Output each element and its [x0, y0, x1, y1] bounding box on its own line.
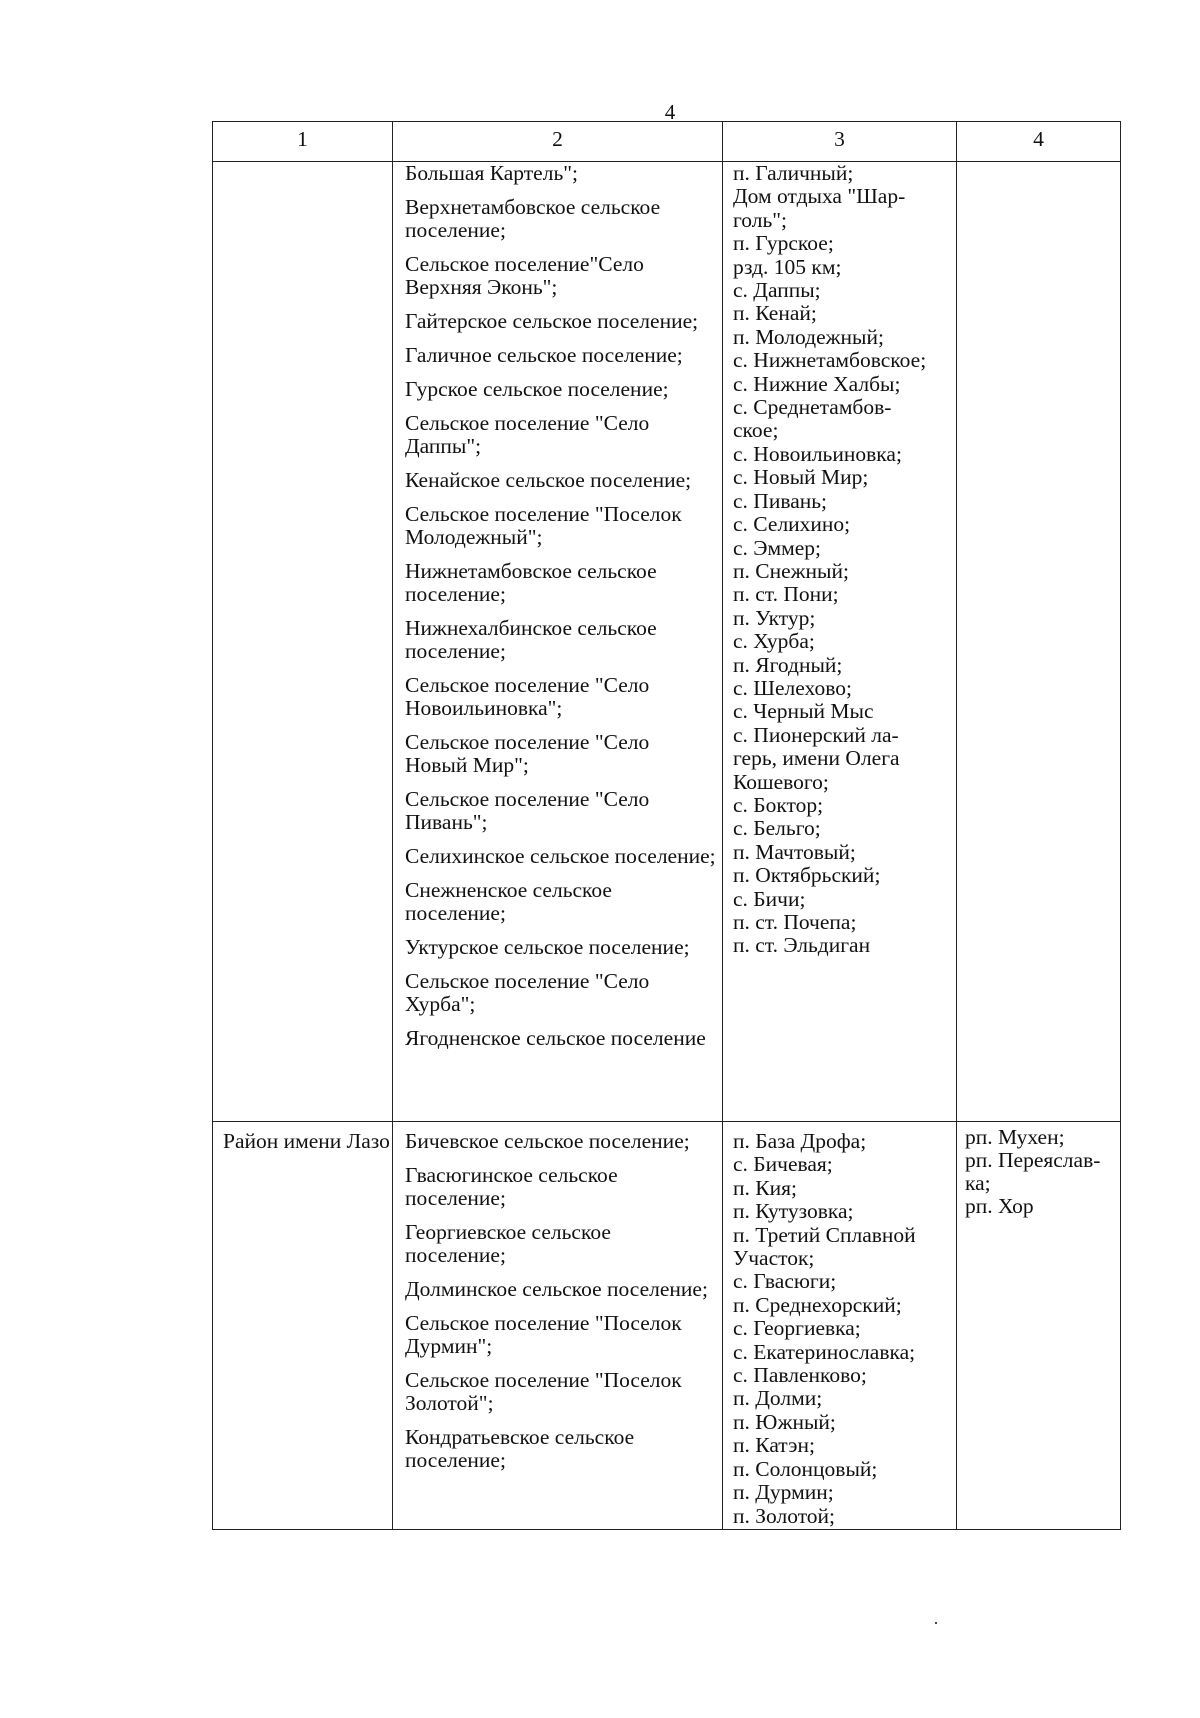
- column-header-1: 1: [213, 122, 393, 162]
- locality-item: п. Золотой;: [733, 1503, 836, 1528]
- settlement-item: Бичевское сельское поселение;: [405, 1129, 690, 1153]
- locality-item: п. Кенай;: [733, 301, 817, 326]
- locality-item: с. Даппы;: [733, 278, 821, 303]
- locality-item: герь, имени Олега: [733, 746, 900, 771]
- town-item: рп. Мухен;: [965, 1125, 1065, 1149]
- settlement-item: Сельское поселение "Село Даппы";: [405, 411, 650, 458]
- locality-item: п. Дурмин;: [733, 1480, 834, 1505]
- locality-item: ское;: [733, 418, 779, 443]
- settlements-cell: [393, 1122, 723, 1530]
- column-header-4: 4: [957, 122, 1121, 162]
- locality-item: с. Пионерский ла-: [733, 722, 899, 747]
- locality-item: с. Бичи;: [733, 886, 806, 911]
- towns-cell: [957, 1122, 1121, 1530]
- district-cell: [213, 162, 393, 1122]
- locality-item: п. Молодежный;: [733, 324, 884, 349]
- locality-item: голь";: [733, 207, 788, 232]
- settlement-item: Верхнетамбовское сельское поселение;: [405, 195, 661, 242]
- locality-list: [723, 1122, 956, 1528]
- settlement-item: Сельское поселение "Поселок Золотой";: [405, 1368, 682, 1415]
- locality-item: с. Бичевая;: [733, 1152, 833, 1177]
- settlement-item: Сельское поселение "Село Новоильиновка";: [405, 673, 650, 720]
- settlement-item: Гвасюгинское сельское поселение;: [405, 1163, 618, 1210]
- settlement-item: Сельское поселение"Село Верхняя Эконь";: [405, 252, 644, 299]
- locality-item: п. Октябрьский;: [733, 863, 881, 888]
- page-number: 4: [664, 100, 676, 124]
- locality-list: [723, 162, 956, 958]
- locality-item: п. ст. Пони;: [733, 582, 839, 607]
- district-cell: [213, 1122, 393, 1530]
- town-item: рп. Переяслав-: [965, 1148, 1101, 1172]
- settlement-item: Долминское сельское поселение;: [405, 1277, 708, 1301]
- locality-item: п. Кия;: [733, 1175, 797, 1200]
- locality-item: с. Шелехово;: [733, 675, 852, 700]
- town-list: [957, 1122, 1120, 1218]
- settlement-item: Кондратьевское сельское поселение;: [405, 1425, 635, 1472]
- locality-item: п. ст. Почепа;: [733, 910, 857, 934]
- settlement-item: Сельское поселение "Село Пивань";: [405, 787, 650, 834]
- column-header-2: 2: [393, 122, 723, 162]
- district-name: Район имени Лазо: [223, 1129, 390, 1153]
- settlement-item: Ягодненское сельское поселение: [405, 1026, 706, 1050]
- locality-item: с. Гвасюги;: [733, 1269, 837, 1294]
- header-row: [213, 122, 1121, 162]
- locality-item: с. Павленково;: [733, 1363, 867, 1388]
- towns-cell: [957, 162, 1121, 1122]
- locality-item: п. Гурское;: [733, 231, 834, 256]
- locality-item: с. Пивань;: [733, 488, 828, 513]
- locality-item: п. Мачтовый;: [733, 839, 856, 864]
- settlement-item: Гайтерское сельское поселение;: [405, 309, 699, 333]
- settlement-item: Нижнетамбовское сельское поселение;: [405, 559, 657, 606]
- locality-item: п. Снежный;: [733, 558, 849, 583]
- settlement-list: [393, 1122, 722, 1472]
- locality-item: рзд. 105 км;: [733, 254, 842, 279]
- locality-item: с. Новый Мир;: [733, 465, 869, 490]
- settlement-item: Большая Картель";: [405, 161, 578, 185]
- locality-item: п. Катэн;: [733, 1433, 815, 1458]
- locality-item: с. Бельго;: [733, 816, 821, 841]
- localities-cell: [723, 162, 957, 1122]
- locality-item: Кошевого;: [733, 769, 829, 794]
- locality-item: с. Эммер;: [733, 535, 821, 560]
- locality-item: п. Кутузовка;: [733, 1199, 854, 1224]
- settlement-item: Галичное сельское поселение;: [405, 343, 683, 367]
- table-row: [213, 1122, 1121, 1530]
- locality-item: с. Екатеринославка;: [733, 1339, 916, 1364]
- settlement-item: Сельское поселение "Село Хурба";: [405, 969, 650, 1016]
- locality-item: п. Среднехорский;: [733, 1292, 902, 1317]
- locality-item: с. Новоильиновка;: [733, 441, 902, 466]
- locality-item: с. Боктор;: [733, 792, 824, 817]
- district-name: [213, 162, 392, 170]
- locality-item: п. Долми;: [733, 1386, 823, 1411]
- settlement-item: Гурское сельское поселение;: [405, 377, 669, 401]
- locality-item: с. Хурба;: [733, 629, 815, 654]
- settlement-item: Кенайское сельское поселение;: [405, 468, 692, 492]
- settlements-cell: [393, 162, 723, 1122]
- locality-item: п. Ягодный;: [733, 652, 843, 677]
- settlement-item: Сельское поселение "Село Новый Мир";: [405, 730, 650, 777]
- settlement-item: Сельское поселение "Поселок Дурмин";: [405, 1311, 682, 1358]
- town-list: [957, 162, 1120, 166]
- locality-item: с. Черный Мыс: [733, 699, 874, 724]
- locality-item: с. Нижние Халбы;: [733, 371, 901, 396]
- settlement-item: Георгиевское сельское поселение;: [405, 1220, 611, 1267]
- settlement-item: Селихинское сельское поселение;: [405, 844, 716, 868]
- locality-item: п. Третий Сплавной: [733, 1222, 916, 1247]
- locality-item: с. Среднетамбов-: [733, 395, 892, 420]
- locality-item: п. База Дрофа;: [733, 1129, 867, 1153]
- column-header-3: 3: [723, 122, 957, 162]
- town-item: ка;: [965, 1171, 991, 1195]
- settlement-list: [393, 162, 722, 1050]
- settlement-item: Нижнехалбинское сельское поселение;: [405, 616, 657, 663]
- locality-item: Участок;: [733, 1246, 815, 1271]
- locality-item: п. Уктур;: [733, 605, 816, 630]
- settlement-item: Уктурское сельское поселение;: [405, 935, 690, 959]
- town-item: рп. Хор: [965, 1194, 1034, 1218]
- locality-item: п. Галичный;: [733, 161, 854, 185]
- locality-item: с. Селихино;: [733, 512, 851, 537]
- locality-item: Дом отдыха "Шар-: [733, 184, 906, 209]
- locality-item: п. Солонцовый;: [733, 1456, 878, 1481]
- locality-item: п. Южный;: [733, 1409, 836, 1434]
- settlement-item: Снежненское сельское поселение;: [405, 878, 612, 925]
- locality-item: с. Георгиевка;: [733, 1316, 861, 1341]
- table-row: [213, 162, 1121, 1122]
- settlements-table: [212, 121, 1121, 1530]
- locality-item: с. Нижнетамбовское;: [733, 348, 927, 373]
- settlement-item: Сельское поселение "Поселок Молодежный";: [405, 502, 682, 549]
- locality-item: п. ст. Эльдиган: [733, 933, 871, 958]
- localities-cell: [723, 1122, 957, 1530]
- scan-speck: [935, 1622, 937, 1624]
